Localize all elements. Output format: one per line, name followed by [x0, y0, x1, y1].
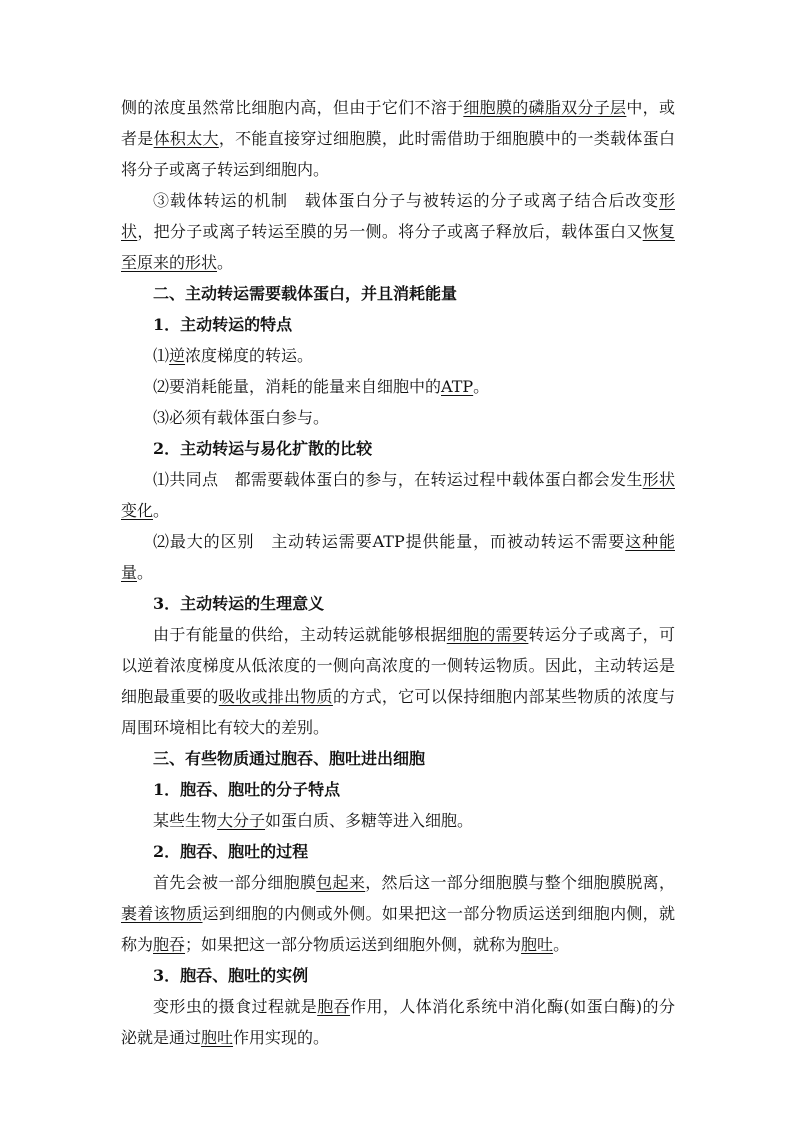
text-run: ⑵要消耗能量，消耗的能量来自细胞中的	[153, 377, 442, 396]
text-run: 某些生物	[153, 811, 218, 830]
text-run: 的方式，它可以保持细胞内部某些物质的浓度与周围环境相比有较大的差别。	[121, 687, 675, 737]
section-heading	[121, 774, 675, 805]
underlined-term: 大分子	[217, 811, 266, 830]
text-run: ，不能直接穿过细胞膜，此时需借助于细胞膜中的一类载体蛋白将分子或离子转运到细胞内。	[121, 129, 675, 179]
text-run: 2．主动转运与易化扩散的比较	[153, 439, 373, 458]
text-run: ⑴共同点 都需要载体蛋白的参与，在转运过程中载体蛋白都会发生	[153, 470, 643, 489]
underlined-term: 体积太大	[153, 129, 219, 148]
text-run: ⑴	[153, 346, 170, 365]
underlined-term: 这种能量	[121, 532, 675, 582]
document-body	[121, 92, 675, 1053]
section-heading	[121, 433, 675, 464]
underlined-term: 裹着该物质	[121, 904, 203, 923]
underlined-term: 细胞膜的磷脂双分子层	[463, 98, 627, 117]
section-heading	[121, 743, 675, 774]
underlined-term: 形状	[121, 191, 675, 241]
underlined-term: 包起来	[316, 873, 366, 892]
text-run: ，然后这一部分细胞膜与整个细胞膜脱离，	[365, 873, 675, 892]
text-run: 由于有能量的供给，主动转运就能够根据	[153, 625, 447, 644]
text-run: 首先会被一部分细胞膜	[153, 873, 317, 892]
underlined-term: ATP	[441, 377, 474, 396]
underlined-term: 胞吞	[153, 935, 186, 954]
paragraph	[121, 185, 675, 278]
underlined-term: 胞吞	[317, 997, 351, 1016]
text-run: ③载体转运的机制 载体蛋白分子与被转运的分子或离子结合后改变	[153, 191, 659, 210]
text-run: ⑵最大的区别 主动转运需要ATP提供能量，而被动转运不需要	[153, 532, 626, 551]
text-run: 。	[153, 501, 170, 520]
paragraph	[121, 371, 675, 402]
section-heading	[121, 309, 675, 340]
text-run: ，把分子或离子转运至膜的另一侧。将分子或离子释放后，载体蛋白又	[137, 222, 643, 241]
underlined-term: 逆	[169, 346, 186, 365]
text-run: 如蛋白质、多糖等进入细胞。	[265, 811, 474, 830]
text-run: 变形虫的摄食过程就是	[153, 997, 318, 1016]
text-run: 。	[217, 253, 234, 272]
section-heading	[121, 836, 675, 867]
paragraph	[121, 619, 675, 743]
section-heading	[121, 588, 675, 619]
paragraph	[121, 867, 675, 960]
underlined-term: 细胞的需要	[446, 625, 529, 644]
paragraph	[121, 526, 675, 588]
text-run: 浓度梯度的转运。	[185, 346, 314, 365]
text-run: 。	[553, 935, 570, 954]
text-run: ；如果把这一部分物质运送到细胞外侧，就称为	[185, 935, 522, 954]
text-run: 运到细胞的内侧或外侧。如果把这一部分物质运送到细胞内侧，就称为	[121, 904, 675, 954]
text-run: 2．胞吞、胞吐的过程	[153, 842, 309, 861]
text-run: 。	[137, 563, 154, 582]
paragraph	[121, 991, 675, 1053]
paragraph	[121, 402, 675, 433]
section-heading	[121, 278, 675, 309]
text-run: 作用，人体消化系统中消化酶(如蛋白酶)的分泌就是通过	[121, 997, 675, 1047]
section-heading	[121, 960, 675, 991]
underlined-term: 形状变化	[121, 470, 675, 520]
text-run: 作用实现的。	[233, 1028, 330, 1047]
text-run: 1．主动转运的特点	[153, 315, 293, 334]
paragraph	[121, 92, 675, 185]
underlined-term: 胞吐	[521, 935, 554, 954]
text-run: 转运分子或离子，可以逆着浓度梯度从低浓度的一侧向高浓度的一侧转运物质。因此，主动转运是细胞最重要的	[121, 625, 675, 706]
underlined-term: 胞吐	[201, 1028, 234, 1047]
underlined-term: 吸收或排出物质	[218, 687, 333, 706]
underlined-term: 恢复至原来的形状	[121, 222, 675, 272]
text-run: 中，或者是	[121, 98, 675, 148]
text-run: 二、主动转运需要载体蛋白，并且消耗能量	[153, 284, 458, 303]
text-run: 。	[473, 377, 490, 396]
paragraph	[121, 340, 675, 371]
text-run: 3．胞吞、胞吐的实例	[153, 966, 309, 985]
text-run: 3．主动转运的生理意义	[153, 594, 325, 613]
text-run: 三、有些物质通过胞吞、胞吐进出细胞	[153, 749, 426, 768]
paragraph	[121, 464, 675, 526]
text-run: 侧的浓度虽然常比细胞内高，但由于它们不溶于	[121, 98, 464, 117]
paragraph	[121, 805, 675, 836]
text-run: ⑶必须有载体蛋白参与。	[153, 408, 330, 427]
text-run: 1．胞吞、胞吐的分子特点	[153, 780, 341, 799]
